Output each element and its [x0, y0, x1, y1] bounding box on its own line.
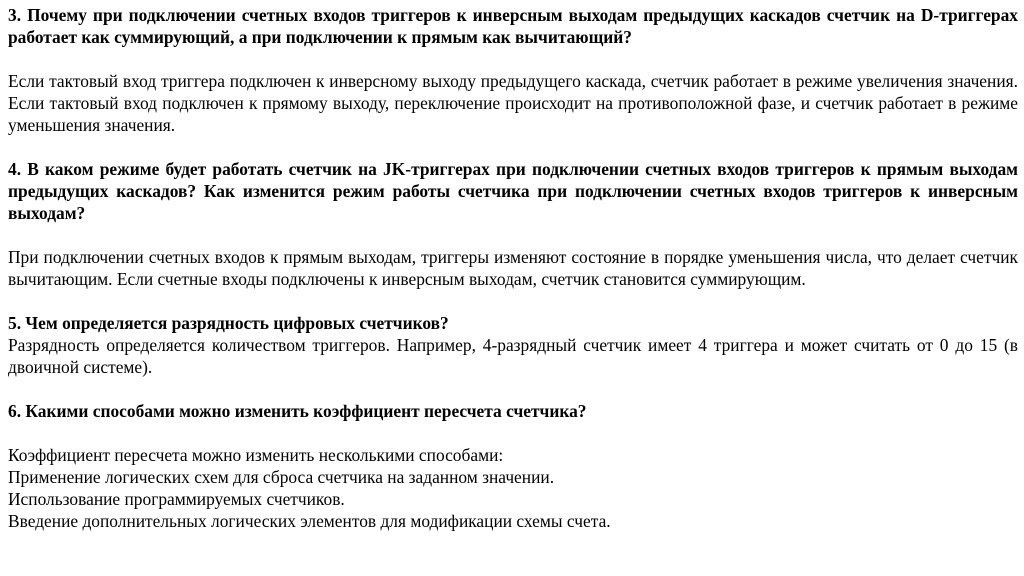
answer-6-line: Коэффициент пересчета можно изменить несколькими способами: [8, 445, 504, 465]
spacer [8, 48, 1018, 70]
question-6: 6. Какими способами можно изменить коэффициент пересчета счетчика? [8, 401, 587, 421]
answer-4: При подключении счетных входов к прямым выходам, триггеры изменяют состояние в порядке уменьшения числа, что делает счетчик вычитающим. Если счетные входы подключены к инверсным выходам, счетчик становится суммирующим. [8, 247, 1018, 289]
answer-6-line: Использование программируемых счетчиков. [8, 489, 345, 509]
question-4: 4. В каком режиме будет работать счетчик на JK-триггерах при подключении счетных входов триггеров к прямым выходам предыдущих каскадов? Как изменится режим работы счетчика при подключении счетных входов триггеров к инверсным выходам? [8, 159, 1018, 223]
answer-6-line: Введение дополнительных логических элементов для модификации схемы счета. [8, 511, 611, 531]
spacer [8, 136, 1018, 158]
answer-3: Если тактовый вход триггера подключен к инверсному выходу предыдущего каскада, счетчик работает в режиме увеличения значения. Если тактовый вход подключен к прямому выходу, переключение происходит на противоположной фазе, и счетчик работает в режиме уменьшения значения. [8, 71, 1018, 135]
question-5: 5. Чем определяется разрядность цифровых счетчиков? [8, 313, 449, 333]
answer-5: Разрядность определяется количеством триггеров. Например, 4-разрядный счетчик имеет 4 триггера и может считать от 0 до 15 (в двоичной системе). [8, 335, 1018, 377]
spacer [8, 378, 1018, 400]
answer-6-line: Применение логических схем для сброса счетчика на заданном значении. [8, 467, 555, 487]
document-page [8, 4, 1018, 532]
spacer [8, 290, 1018, 312]
spacer [8, 422, 1018, 444]
question-3: 3. Почему при подключении счетных входов триггеров к инверсным выходам предыдущих каскадов счетчик на D-триггерах работает как суммирующий, а при подключении к прямым как вычитающий? [8, 5, 1018, 47]
spacer [8, 224, 1018, 246]
